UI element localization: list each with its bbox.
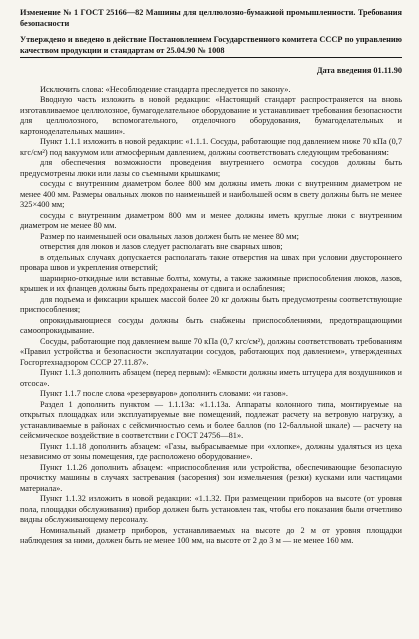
paragraph: Сосуды, работающие под давлением выше 70 кПа (0,7 кгс/см²), должны соответствовать требованиям «Правил устройства и безопасности эксплуатации сосудов, работающих под давлением», утвержденных Госгортехнадзором СССР 27.11.87».: [20, 336, 402, 367]
paragraph: Пункт 1.1.18 дополнить абзацем: «Газы, выбрасываемые при «хлопке», должны удаляться из цеха независимо от зоны помещения, где расположено оборудование».: [20, 441, 402, 461]
paragraph: Исключить слова: «Несоблюдение стандарта преследуется по закону».: [40, 84, 291, 94]
paragraph: Пункт 1.1.3 дополнить абзацем (перед первым): «Емкости должны иметь штуцера для воздушников и отсоса».: [20, 368, 402, 388]
paragraph: сосуды с внутренним диаметром более 800 мм должны иметь люки с внутренним диаметром не менее 400 мм. Размеры овальных люков по наименьшей и наибольшей осям в свету должны быть не менее 325×400 мм;: [20, 179, 402, 209]
paragraph: Пункт 1.1.1 изложить в новой редакции: «1.1.1. Сосуды, работающие под давлением ниже 70 кПа (0,7 кгс/см²) под вакуумом или атмосферным давлением, должны соответствовать следующим требованиям:: [20, 137, 402, 157]
paragraph: шарнирно-откидные или вставные болты, хомуты, а также зажимные приспособления люков, лазов, крышек и их фланцев должны быть предохранены от сдвига и ослабления;: [20, 273, 402, 293]
paragraph: Номинальный диаметр приборов, устанавливаемых на высоте до 2 м от уровня площадки наблюдения за ними, должен быть не менее 100 мм, на высоте от 2 до 3 м — не менее 160 мм.: [20, 525, 402, 545]
paragraph: Пункт 1.1.7 после слова «резервуаров» дополнить словами: «и газов».: [40, 389, 288, 398]
paragraph: для обеспечения возможности проведения внутреннего осмотра сосудов должны быть предусмотрены люки или лазы со съемными крышками;: [20, 158, 402, 178]
approval-statement: Утверждено и введено в действие Постановлением Государственного комитета СССР по управлению качеством продукции и стандартам от 25.04.90 № 1008: [20, 35, 402, 55]
document-page: [20, 8, 402, 547]
paragraph: в отдельных случаях допускается располагать такие отверстия на швах при условии двустороннего провара швов и укрепления отверстий;: [20, 252, 402, 272]
paragraph: отверстия для люков и лазов следует располагать вне сварных швов;: [40, 242, 283, 251]
paragraph: Вводную часть изложить в новой редакции: «Настоящий стандарт распространяется на вновь изготавливаемое целлюлозное, бумагоделательное оборудование и устанавливает требования безопасности для целлюлозного, вспомогательного, отделочного оборудования, бумагоделательных и картоноделательных машин».: [20, 95, 402, 136]
paragraph: сосуды с внутренним диаметром 800 мм и менее должны иметь круглые люки с внутренним диаметром не менее 80 мм.: [20, 210, 402, 230]
paragraph: опрокидывающиеся сосуды должны быть снабжены приспособлениями, предотвращающими самоопрокидывание.: [20, 315, 402, 335]
paragraph: для подъема и фиксации крышек массой более 20 кг должны быть предусмотрены соответствующие приспособления;: [20, 294, 402, 314]
document-title: Изменение № 1 ГОСТ 25166—82 Машины для целлюлозно-бумажной промышленности. Требования безопасности: [20, 8, 402, 28]
paragraph: Пункт 1.1.32 изложить в новой редакции: «1.1.32. При размещении приборов на высоте (от уровня пола, площадки обслуживания) прибор должен быть установлен так, чтобы его показания были отчетливо видны обслуживающему персоналу.: [20, 494, 402, 524]
document-body: [20, 85, 402, 547]
paragraph: Пункт 1.1.26 дополнить абзацем: «приспособления или устройства, обеспечивающие безопасную прочистку машины в случаях застревания (засорения) зон измельчения (резки) кусками или частицами материала».: [20, 462, 402, 493]
header-divider: [20, 57, 402, 58]
effective-date: Дата введения 01.11.90: [316, 66, 402, 75]
paragraph: Размер по наименьшей оси овальных лазов должен быть не менее 80 мм;: [40, 231, 299, 241]
paragraph: Раздел 1 дополнить пунктом — 1.1.13а: «1.1.13а. Аппараты колонного типа, монтируемые на открытых площадках или эксплуатируемые вне помещений, подлежат расчету на ветровую нагрузку, а устанавливаемые в районах с сейсмичностью семь и более баллов (по 12-балльной шкале) — расчету на сейсмическое воздействие в соответствии с ГОСТ 24756—81».: [20, 399, 402, 440]
